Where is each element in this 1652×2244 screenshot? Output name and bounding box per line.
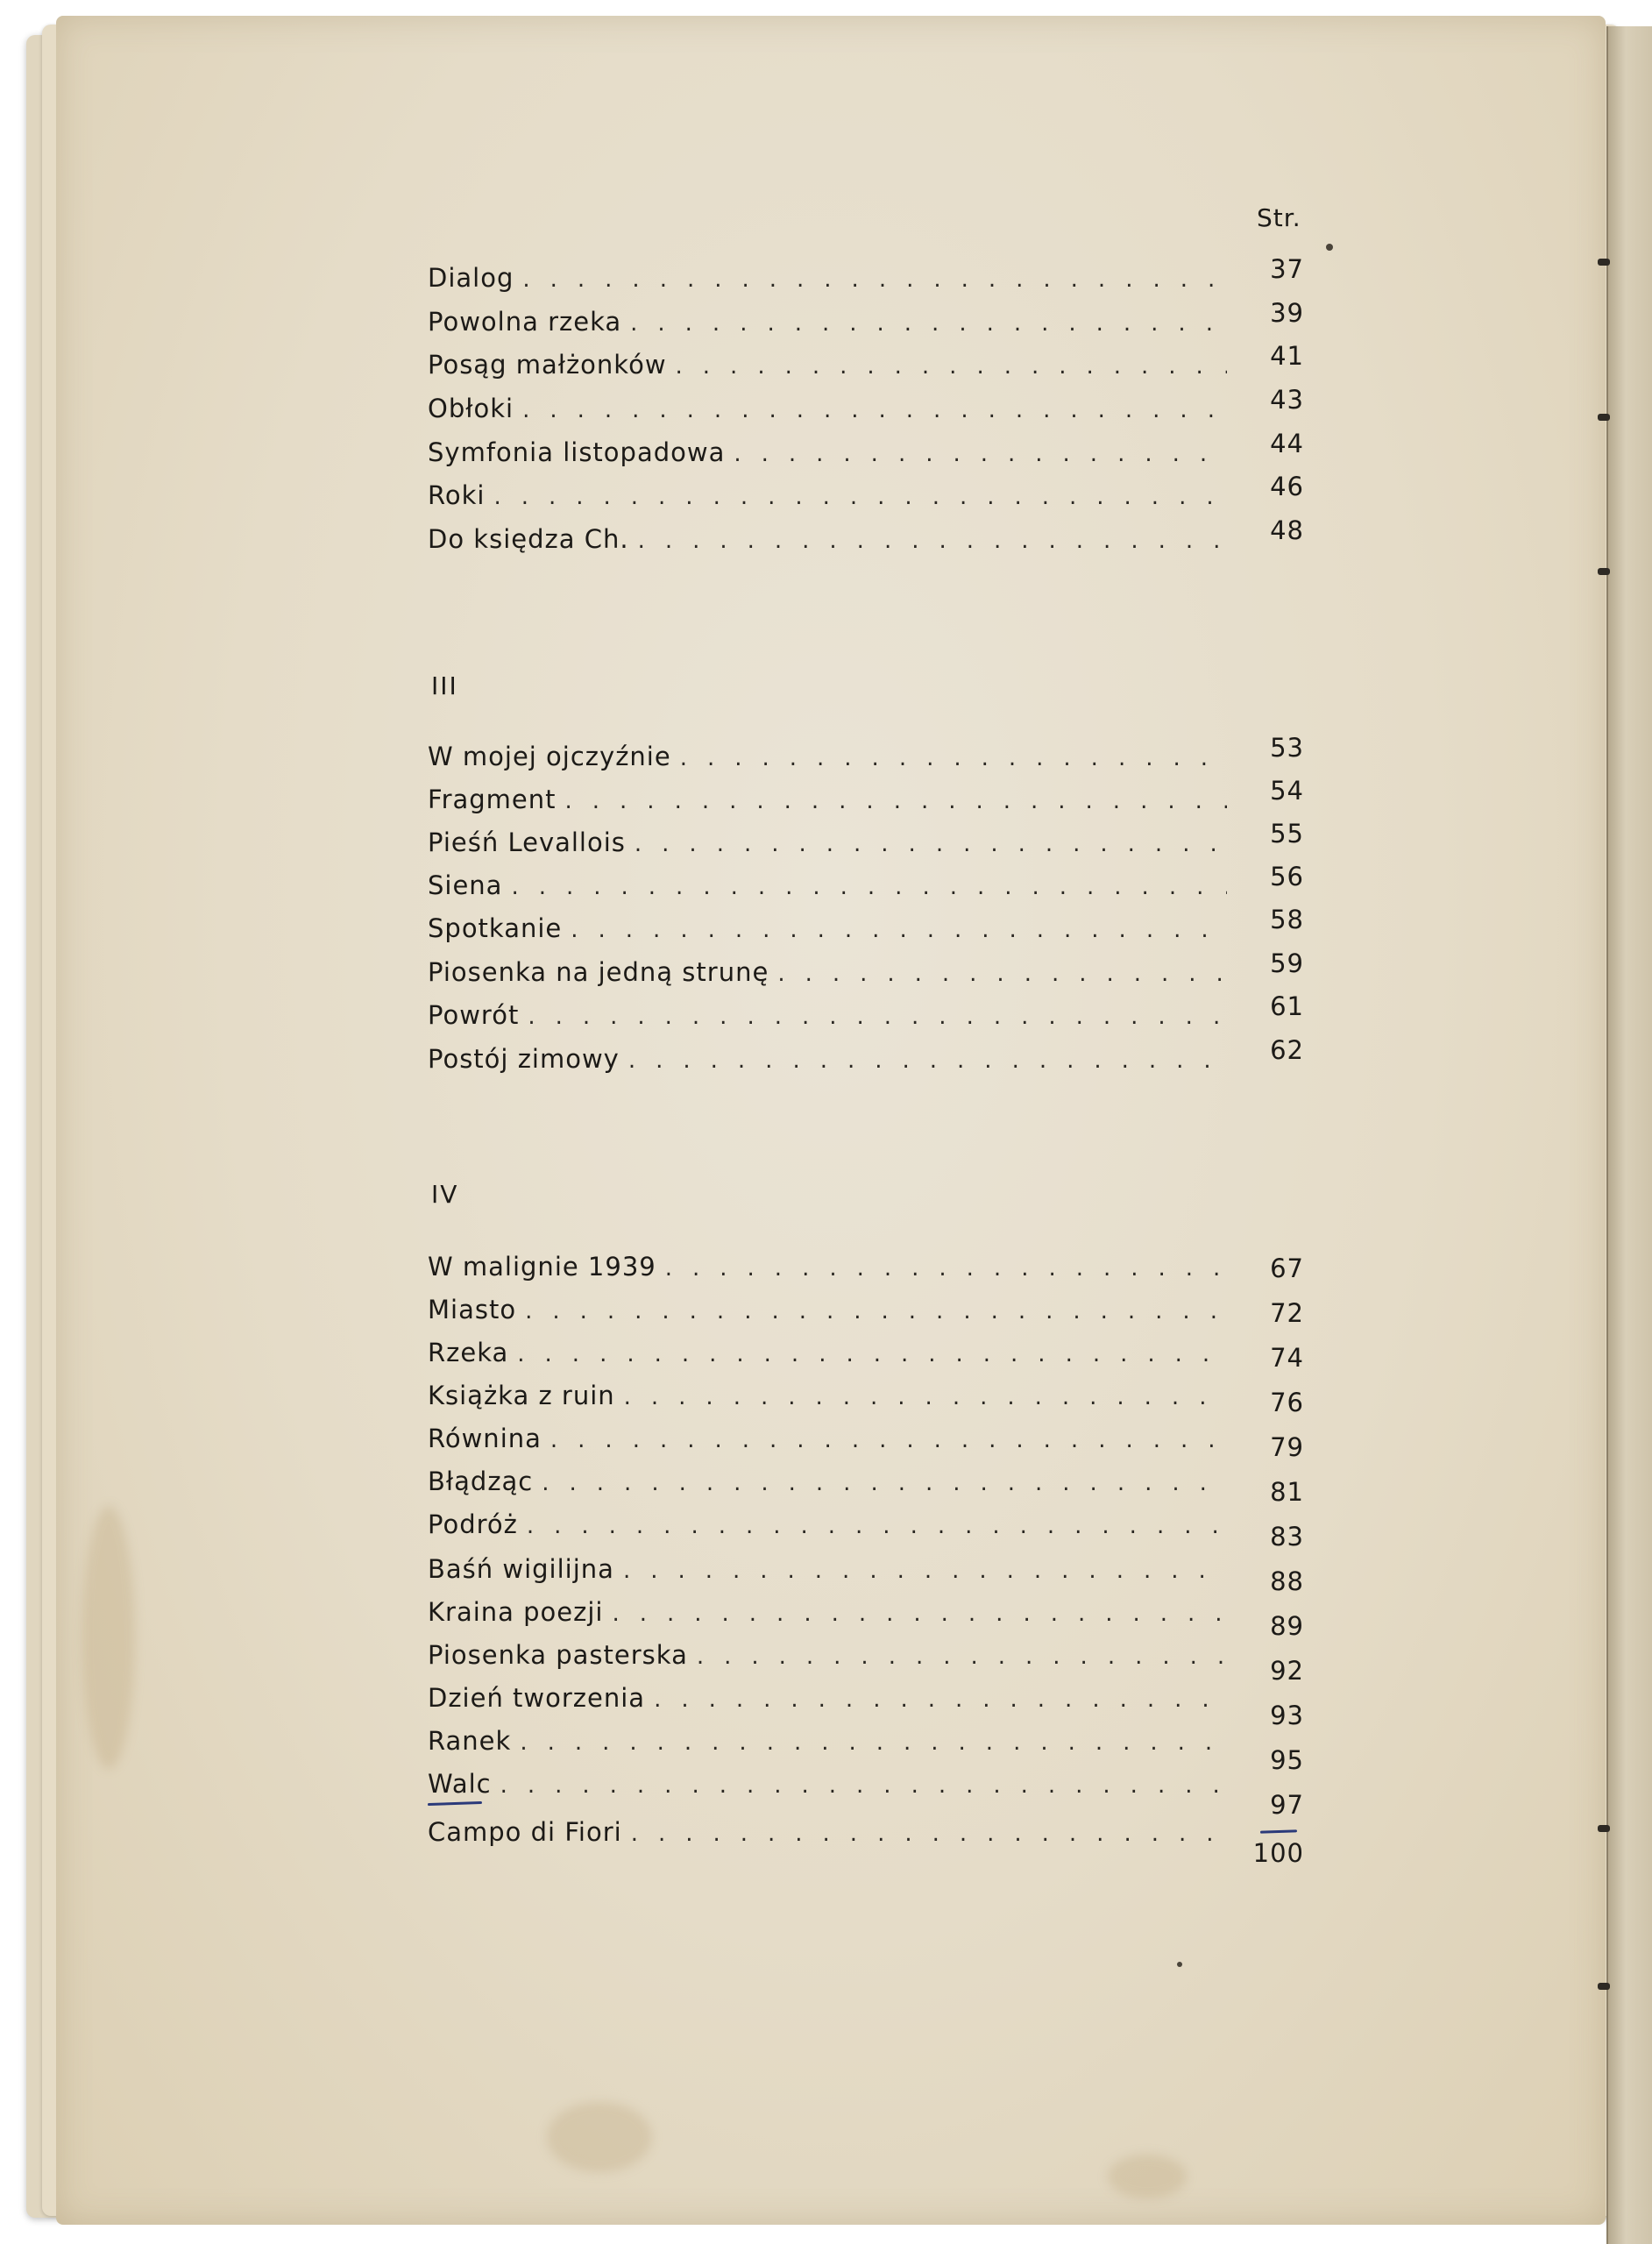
toc-entry-page: 93 (1270, 1701, 1304, 1730)
toc-entry-page: 81 (1270, 1477, 1304, 1507)
toc-entry (428, 1817, 1304, 1868)
toc-entry (428, 1338, 1304, 1373)
toc-entry-title: Dialog (428, 263, 514, 293)
section-heading: III (431, 671, 458, 700)
toc-entry-title: W malignie 1939 (428, 1252, 656, 1282)
speck (1326, 244, 1333, 251)
dot-leader (500, 1772, 1227, 1799)
toc-entry-page: 74 (1270, 1343, 1304, 1373)
toc-entry-page: 58 (1270, 905, 1304, 934)
toc-entry-title: Walc (428, 1769, 492, 1799)
toc-entry (428, 1640, 1304, 1686)
toc-entry-page: 62 (1270, 1035, 1304, 1065)
toc-entry-page: 59 (1270, 948, 1304, 978)
toc-entry (428, 1295, 1304, 1330)
toc-entry (428, 472, 1304, 515)
toc-entry (428, 819, 1304, 863)
toc-entry-page: 67 (1270, 1253, 1304, 1283)
dot-leader (623, 1558, 1227, 1584)
toc-entry-page: 61 (1270, 991, 1304, 1021)
toc-entry-page: 44 (1270, 429, 1304, 458)
toc-entry (428, 1252, 1304, 1287)
toc-entry-title: Ranek (428, 1726, 512, 1756)
toc-entry (428, 776, 1304, 820)
toc-entry-title: Piosenka na jedną strunę (428, 957, 769, 987)
toc-entry-title: Rzeka (428, 1338, 509, 1367)
dot-leader (511, 874, 1227, 900)
toc-entry (428, 385, 1304, 429)
toc-entry-title: Spotkanie (428, 913, 563, 943)
toc-entry-page: 55 (1270, 819, 1304, 849)
dot-leader (527, 1513, 1227, 1539)
toc-entry (428, 1554, 1304, 1596)
toc-entry (428, 1726, 1304, 1775)
toc-entry-title: Książka z ruin (428, 1381, 615, 1410)
toc-entry (428, 1509, 1304, 1552)
toc-entry (428, 733, 1304, 777)
toc-entry (428, 948, 1304, 992)
toc-entry-title: Postój zimowy (428, 1044, 620, 1074)
toc-entry-title: Obłoki (428, 394, 514, 423)
toc-entry-page: 89 (1270, 1611, 1304, 1641)
toc-entry-page: 76 (1270, 1388, 1304, 1417)
stain (547, 2102, 652, 2172)
dot-leader (630, 310, 1227, 337)
binding-stitch (1598, 1825, 1610, 1832)
toc-entry (428, 905, 1304, 948)
toc-entry (428, 429, 1304, 472)
dot-leader (493, 484, 1227, 510)
dot-leader (697, 1644, 1227, 1670)
toc-entry-title: Pieśń Levallois (428, 827, 626, 857)
toc-entry (428, 1424, 1304, 1462)
toc-entry-title: Miasto (428, 1295, 517, 1324)
dot-leader (654, 1687, 1227, 1713)
book-page (56, 16, 1606, 2225)
toc-entry (428, 1597, 1304, 1641)
toc-entry-title: Podróż (428, 1509, 518, 1539)
speck (1177, 1962, 1182, 1967)
toc-entry (428, 862, 1304, 905)
toc-entry-page: 88 (1270, 1566, 1304, 1596)
toc-entry-page: 39 (1270, 298, 1304, 328)
binding-stitch (1598, 568, 1610, 575)
toc-entry-title: Powrót (428, 1000, 520, 1030)
toc-entry-page: 43 (1270, 385, 1304, 415)
toc-entry-title: Powolna rzeka (428, 307, 622, 337)
toc-entry-page: 54 (1270, 776, 1304, 806)
binding-stitch (1598, 414, 1610, 421)
toc-entry-page: 56 (1270, 862, 1304, 891)
toc-entry-page: 92 (1270, 1656, 1304, 1686)
toc-entry-title: Siena (428, 870, 503, 900)
dot-leader (628, 1047, 1227, 1074)
dot-leader (734, 441, 1227, 467)
dot-leader (635, 831, 1227, 857)
stain (82, 1506, 135, 1769)
toc-entry (428, 1683, 1304, 1730)
toc-entry-page: 79 (1270, 1432, 1304, 1462)
page-column-label: Str. (1257, 203, 1301, 232)
binding-stitch (1598, 1983, 1610, 1990)
dot-leader (665, 1255, 1227, 1282)
dot-leader (624, 1384, 1227, 1410)
dot-leader (612, 1601, 1227, 1627)
toc-entry-page: 83 (1270, 1522, 1304, 1552)
dot-leader (525, 1298, 1227, 1324)
dot-leader (676, 353, 1227, 380)
dot-leader (520, 1729, 1227, 1756)
toc-entry (428, 254, 1304, 298)
toc-entry-title: Do księdza Ch. (428, 524, 629, 554)
toc-entry-title: Baśń wigilijna (428, 1554, 614, 1584)
toc-entry-title: Dzień tworzenia (428, 1683, 646, 1713)
dot-leader (571, 917, 1227, 943)
toc-entry-title: Fragment (428, 785, 557, 814)
toc-entry (428, 1035, 1304, 1079)
dot-leader (528, 1004, 1227, 1030)
toc-entry-title: Symfonia listopadowa (428, 437, 726, 467)
dot-leader (777, 961, 1227, 987)
toc-entry-page: 95 (1270, 1745, 1304, 1775)
dot-leader (680, 745, 1227, 771)
dot-leader (638, 528, 1227, 554)
dot-leader (550, 1427, 1227, 1453)
toc-entry (428, 1466, 1304, 1507)
dot-leader (631, 1821, 1227, 1847)
toc-entry (428, 1769, 1304, 1820)
toc-entry-title: Roki (428, 480, 486, 510)
toc-entry (428, 341, 1304, 385)
toc-entry-page: 72 (1270, 1298, 1304, 1328)
toc-entry-title: Równina (428, 1424, 542, 1453)
toc-entry-page: 41 (1270, 341, 1304, 371)
toc-entry-title: Błądząc (428, 1466, 534, 1496)
dot-leader (565, 788, 1227, 814)
toc-entry (428, 298, 1304, 342)
toc-entry (428, 1381, 1304, 1416)
dot-leader (522, 397, 1227, 423)
dot-leader (522, 266, 1227, 293)
binding-stitch (1598, 259, 1610, 266)
section-heading: IV (431, 1180, 459, 1209)
toc-entry-page: 48 (1270, 515, 1304, 545)
toc-entry (428, 991, 1304, 1035)
toc-entry-page: 37 (1270, 254, 1304, 284)
toc-entry-title: W mojej ojczyźnie (428, 742, 671, 771)
toc-entry-page: 53 (1270, 733, 1304, 763)
toc-entry-title: Posąg małżonków (428, 350, 667, 380)
toc-entry-page: 46 (1270, 472, 1304, 501)
toc-entry-title: Campo di Fiori (428, 1817, 622, 1847)
toc-entry-title: Piosenka pasterska (428, 1640, 688, 1670)
dot-leader (542, 1470, 1227, 1496)
facing-page-edge (1606, 26, 1652, 2244)
toc-entry-page: 100 (1252, 1838, 1304, 1868)
stain (1108, 2155, 1187, 2198)
toc-entry-title: Kraina poezji (428, 1597, 604, 1627)
toc-entry (428, 515, 1304, 559)
dot-leader (517, 1341, 1227, 1367)
toc-entry-page: 97 (1270, 1790, 1304, 1820)
